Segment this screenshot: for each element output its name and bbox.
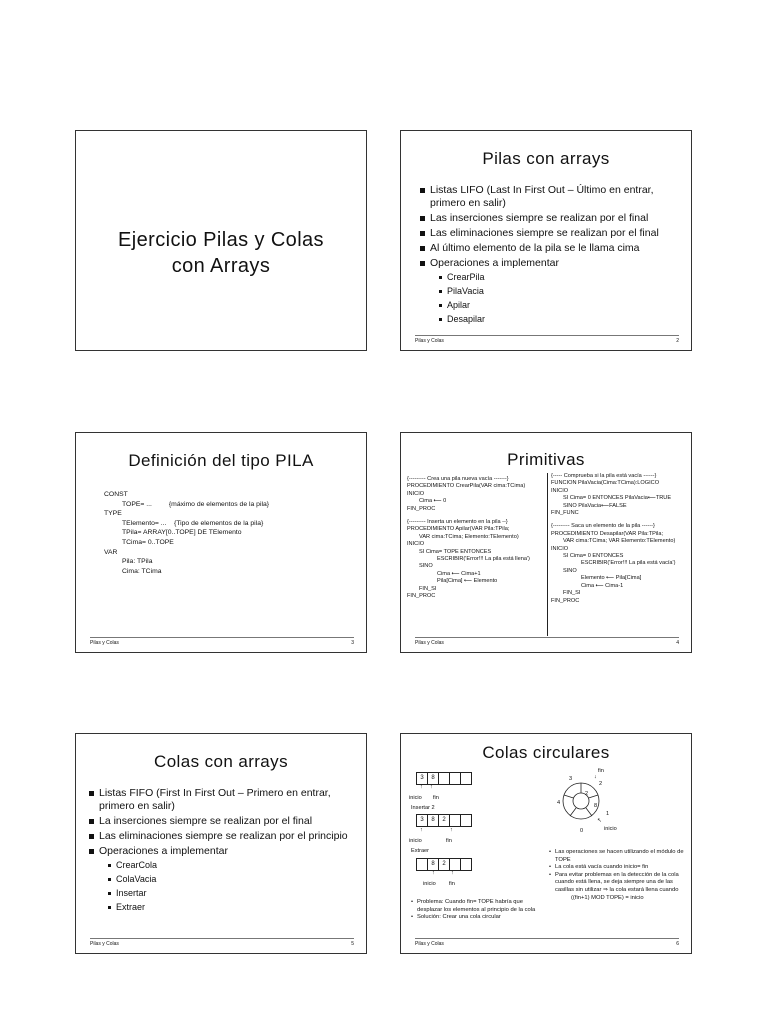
sub-item: PilaVacia bbox=[438, 286, 681, 297]
arrow-inicio-circle: ↖ bbox=[597, 818, 602, 824]
sub-item: Insertar bbox=[107, 888, 350, 899]
label-fin-2: fin bbox=[446, 838, 452, 844]
queue-array-1: 3 8 bbox=[417, 772, 472, 785]
slide-5-bullets bbox=[88, 787, 350, 916]
slot-value-2: 2 bbox=[585, 791, 589, 797]
slide-2 bbox=[400, 130, 692, 351]
label-fin-3: fin bbox=[449, 881, 455, 887]
label-inicio-3: inicio bbox=[423, 881, 436, 887]
arrow-inicio-1: ↑ bbox=[420, 784, 423, 790]
slide-4-title: Primitivas bbox=[507, 450, 585, 469]
slide-footer: Pilas y Colas 4 bbox=[415, 637, 679, 647]
label-inicio-1: inicio bbox=[409, 795, 422, 801]
slide-5-title: Colas con arrays bbox=[154, 752, 288, 771]
page-number: 3 bbox=[351, 640, 354, 646]
circular-queue-diagram bbox=[551, 768, 631, 838]
label-extraer: Extraer bbox=[411, 848, 430, 854]
primitives-left: {--------- Crea una pila nueva vacía -------} PROCEDIMIENTO CrearPila(VAR cima:TCima) INICIO Cima ⟵ 0 FIN_PROC {--------- Inserta un elemento en la pila --} PROCEDIMIENTO Apilar(VAR Pila:TPila; VAR cima:TCima; Elemento:TElemento) INICIO SI Cima= TOPE ENTONCES ESCRIBIR('Error!!! La pila está llena') SINO Cima ⟵ Cima+1 Pila[Cima] ⟵ Elemento FIN_SI FIN_PROC bbox=[407, 476, 530, 600]
slot-0: 0 bbox=[580, 828, 584, 834]
label-insertar: Insertar 2 bbox=[411, 805, 435, 811]
arrow-fin-2: ↑ bbox=[450, 827, 453, 833]
page-number: 5 bbox=[351, 941, 354, 947]
sub-item: CrearPila bbox=[438, 272, 681, 283]
list-item: Las eliminaciones siempre se realizan por el principio bbox=[88, 830, 350, 843]
slide-6-title: Colas circulares bbox=[482, 743, 610, 762]
slide-1 bbox=[75, 130, 367, 351]
queue-array-3: 8 2 bbox=[417, 858, 472, 871]
slide-6 bbox=[400, 733, 692, 954]
right-notes: • Las operaciones se hacen utilizando el módulo de TOPE • La cola está vacía cuando inicio= fin • Para evitar problemas en la detección de la cola cuando está llena, se deja siempre una de las casillas sin utilizar ⇒ la cola estará llena cuando ((fin+1) MOD TOPE) = inicio bbox=[549, 849, 689, 902]
left-notes: • Problema: Cuando fin= TOPE habría que desplazar los elementos al principio de la cola • Solución: Crear una cola circular bbox=[411, 899, 536, 922]
list-item: Las inserciones siempre se realizan por el final bbox=[419, 212, 681, 225]
label-inicio-2: inicio bbox=[409, 838, 422, 844]
list-item: Operaciones a implementar CrearPila PilaVacia Apilar Desapilar bbox=[419, 257, 681, 325]
full-condition: ((fin+1) MOD TOPE) = inicio bbox=[571, 894, 644, 901]
slide-footer: Pilas y Colas 2 bbox=[415, 335, 679, 345]
slide-footer: Pilas y Colas 6 bbox=[415, 938, 679, 948]
list-item: Listas FIFO (First In First Out – Primero en entrar, primero en salir) bbox=[88, 787, 350, 813]
sub-item: ColaVacia bbox=[107, 874, 350, 885]
sub-item: Desapilar bbox=[438, 314, 681, 325]
slide-4 bbox=[400, 432, 692, 653]
page-number: 2 bbox=[676, 338, 679, 344]
page-number: 4 bbox=[676, 640, 679, 646]
page-number: 6 bbox=[676, 941, 679, 947]
list-item: Las eliminaciones siempre se realizan por el final bbox=[419, 227, 681, 240]
list-item: Listas LIFO (Last In First Out – Último en entrar, primero en salir) bbox=[419, 184, 681, 210]
slot-2: 2 bbox=[599, 781, 603, 787]
primitives-right: {----- Comprueba si la pila está vacía ------} FUNCION PilaVacia(Cima:TCima):LOGICO INICIO SI Cima= 0 ENTONCES PilaVacia⟵TRUE SINO PilaVacia⟵FALSE FIN_FUNC {--------- Saca un elemento de la pila ------} PROCEDIMIENTO Desapilar(VAR Pila:TPila; VAR cima:TCima; VAR Elemento:TElemento) INICIO SI Cima= 0 ENTONCES ESCRIBIR('Error!!! La pila está vacía') SINO Elemento ⟵ Pila[Cima] Cima ⟵ Cima-1 FIN_SI FIN_PROC bbox=[551, 473, 676, 604]
slide-footer: Pilas y Colas 5 bbox=[90, 938, 354, 948]
arrow-fin-1: ↑ bbox=[430, 784, 433, 790]
column-divider bbox=[547, 473, 548, 636]
queue-array-2: 3 8 2 bbox=[417, 814, 472, 827]
sub-item: CrearCola bbox=[107, 860, 350, 871]
list-item: Al último elemento de la pila se le llama cima bbox=[419, 242, 681, 255]
slide-3 bbox=[75, 432, 367, 653]
sub-item: Extraer bbox=[107, 902, 350, 913]
slot-value-8: 8 bbox=[594, 803, 598, 809]
slide-2-bullets bbox=[419, 184, 681, 328]
slide-2-title: Pilas con arrays bbox=[482, 149, 610, 168]
list-item: La inserciones siempre se realizan por el final bbox=[88, 815, 350, 828]
slide-3-title: Definición del tipo PILA bbox=[128, 451, 314, 470]
arrow-fin-3: ↑ bbox=[451, 870, 454, 876]
list-item: Operaciones a implementar CrearCola ColaVacia Insertar Extraer bbox=[88, 845, 350, 913]
circular-queue-ring bbox=[563, 783, 599, 819]
label-inicio-circle: inicio bbox=[604, 826, 617, 832]
label-fin-circle: fin bbox=[598, 768, 604, 774]
arrow-fin-circle: ↓ bbox=[594, 774, 597, 780]
slot-1: 1 bbox=[606, 811, 610, 817]
slide-footer: Pilas y Colas 3 bbox=[90, 637, 354, 647]
sub-item: Apilar bbox=[438, 300, 681, 311]
type-definition: CONST TOPE= ... {máximo de elementos de la pila} TYPE TElemento= ... {Tipo de elementos de la pila} TPila= ARRAY[0..TOPE] DE TElemento TCima= 0..TOPE VAR Pila: TPila Cima: TCima bbox=[104, 491, 270, 575]
slide-5 bbox=[75, 733, 367, 954]
label-fin-1: fin bbox=[433, 795, 439, 801]
slot-3: 3 bbox=[569, 776, 573, 782]
arrow-inicio-3: ↑ bbox=[432, 870, 435, 876]
slot-4: 4 bbox=[557, 800, 561, 806]
arrow-inicio-2: ↑ bbox=[420, 827, 423, 833]
slide-1-title: Ejercicio Pilas y Colas con Arrays bbox=[118, 229, 324, 277]
